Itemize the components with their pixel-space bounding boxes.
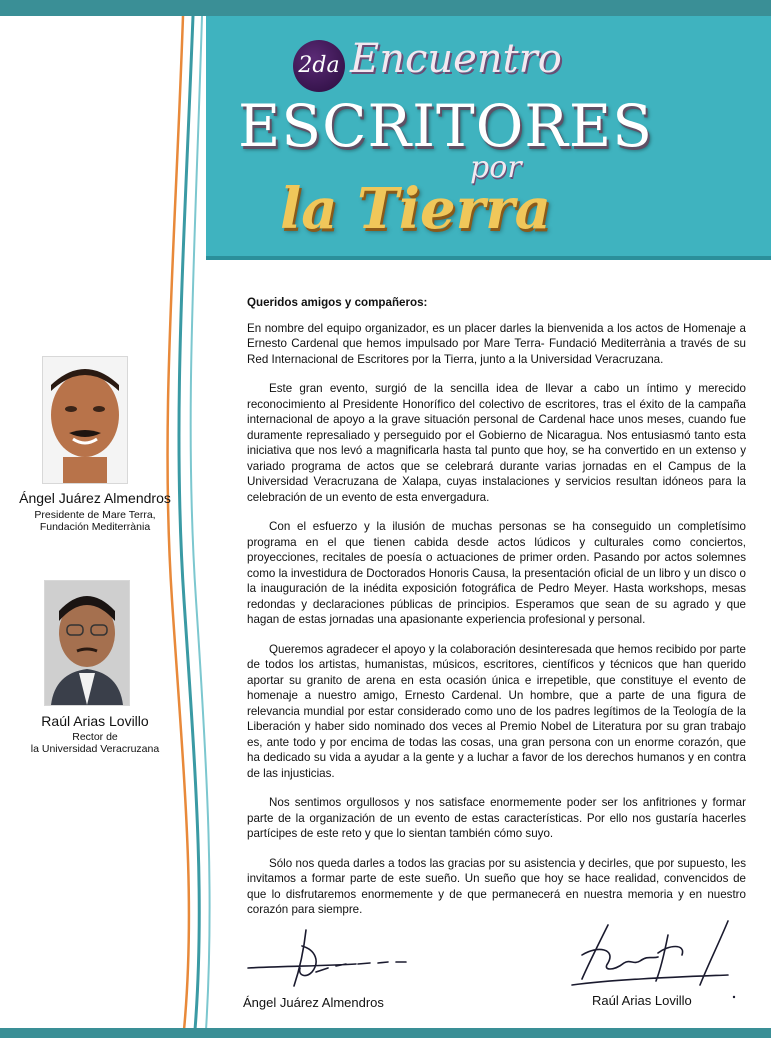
signature-name-right: Raúl Arias Lovillo <box>592 993 692 1008</box>
title-encuentro: Encuentro <box>350 36 562 82</box>
profile-role: Presidente de Mare Terra, <box>34 509 156 521</box>
letter-paragraph: Queremos agradecer el apoyo y la colaboración desinteresada que hemos recibido por parte de todos los artistas, humanistas, músicos, escritores, científicos y técnicos que han querido aportar su granito de arena en esta ocasión única e irrepetible, que constituye el evento de homenaje a nuestro amigo, Ernesto Cardenal. Un hombre, que a parte de una figura de relevancia mundial por estar considerado como uno de los padres legítimos de la Teología de la Liberación y haber sido nominado dos veces al Premio Nobel de Literatura por su gran trabajo es, ante todo y por encima de todas las cosas, una gran persona con un enorme corazón, que ha dedicado su vida a ayudar a la gente y a luchar a favor de los derechos humanos y en contra de las injusticias. <box>247 642 746 780</box>
signature-left <box>246 928 416 998</box>
signature-name-left: Ángel Juárez Almendros <box>243 995 384 1010</box>
profile-role: Rector de <box>72 731 118 743</box>
title-escritores: ESCRITORES <box>238 92 654 160</box>
edition-badge: 2da <box>293 40 345 92</box>
letter-greeting: Queridos amigos y compañeros: <box>247 296 428 309</box>
profile-name: Ángel Juárez Almendros <box>19 490 171 506</box>
title-por: por <box>470 150 522 185</box>
profile-role: Fundación Mediterrània <box>39 521 151 533</box>
letter-paragraph: Con el esfuerzo y la ilusión de muchas personas se ha conseguido un completísimo programa en el que tienen cabida desde actos lúdicos y culturales como conciertos, proyecciones, recitales de poesía o actuaciones de primer orden. Pasando por actos solemnes como la investidura de Doctorados Honoris Causa, la presentación oficial de un libro y un disco o la inauguración de la inédita exposición fotográfica de Pedro Meyer. Hasta workshops, mesas redondas y declaraciones públicas de principios. Esperamos que sean de su agrado y que hagan de estas jornadas una apasionante experiencia profesional y personal. <box>247 520 746 626</box>
portrait-photo <box>44 580 130 706</box>
title-la-tierra: la Tierra <box>280 176 551 242</box>
letter-paragraph: Sólo nos queda darles a todos las gracias por su asistencia y decirles, que por supuesto, les invitamos a formar parte de este sueño. Un sueño que hoy se hace realidad, convencidos de que lo disfrutaremos enormemente y de que permanecerá en nuestra memoria y en nuestro corazón para siempre. <box>247 856 746 916</box>
letter-paragraph: Este gran evento, surgió de la sencilla idea de llevar a cabo un íntimo y merecido reconocimiento al Presidente Honorífico del colectivo de escritores, tras el éxito de la campaña internacional de apoyo a la grave situación personal de Cardenal hace unos meses, cuando fue duramente represaliado y perseguido por el Gobierno de Nicaragua. Nos entusiasmó tanto esta iniciativa que nos levó a magnificarla hasta tal punto que hoy, se ha convertido en un extenso y variado programa de actos que se celebrará durante varias jornadas en el Campus de la Universidad Veracruzana de Xalapa, cuyas instalaciones y servicios resultan idóneos para la celebración de un evento de esta envergadura. <box>247 382 746 504</box>
profile-role: la Universidad Veracruzana <box>30 743 160 755</box>
profile-name: Raúl Arias Lovillo <box>41 713 149 729</box>
letter-paragraph: Nos sentimos orgullosos y nos satisface enormemente poder ser los anfitriones y formar parte de la organización de un evento de estas características. Por ello nos gustaría hacerles partícipes de este reto y que lo sientan también cómo suyo. <box>247 796 746 840</box>
bottom-bar <box>0 1028 771 1038</box>
signature-right <box>568 915 743 1005</box>
letter-paragraph: En nombre del equipo organizador, es un placer darles la bienvenida a los actos de Homenaje a Ernesto Cardenal que hemos impulsado por Mare Terra- Fundació Mediterrània a través de su Red Internacional de Escritores por la Tierra, junto a la Universidad Veracruzana. <box>247 321 746 366</box>
letter-body <box>247 295 746 932</box>
portrait-photo <box>42 356 128 484</box>
